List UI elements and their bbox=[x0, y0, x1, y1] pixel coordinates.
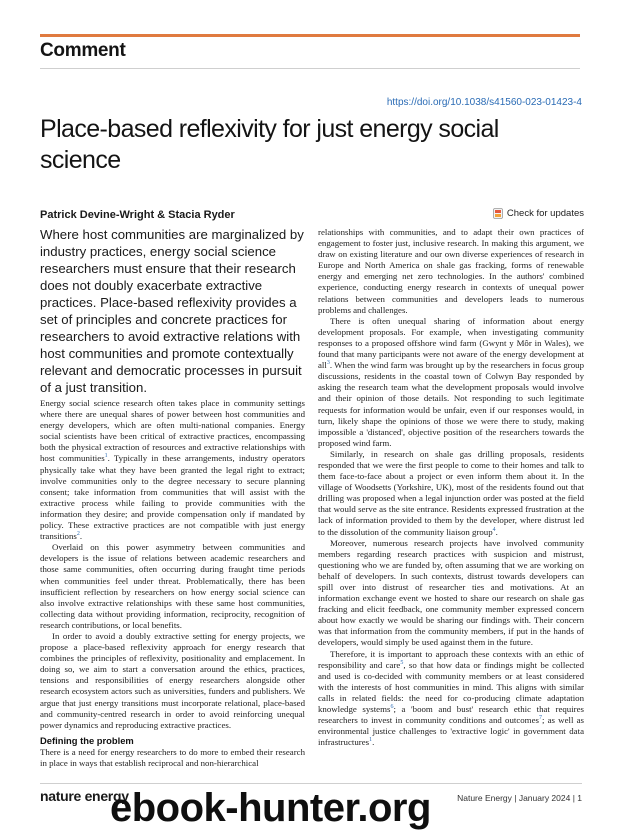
paragraph: In order to avoid a doubly extractive setting for energy projects, we propose a place-based reflexivity approach for energy research that combines the principles of reflexivity, positionality and emplacement. In doing so, we aim to start a conversation around the ethics, practices, tensions and responsibilities of energy researchers alongside other research ecosystem actors such as universities, funders and publishers. We argue that just energy transitions must incorporate relational, place-based and community-centred research in order to avoid reinforcing unequal power dynamics and reproducing extractive practices. bbox=[40, 630, 305, 730]
top-accent-rule bbox=[40, 34, 580, 37]
paragraph-text: . When the wind farm was brought up by the researchers in focus group discussions, residents in the coastal town of Colwyn Bay responded by asking the research team what the development proposals would involve and their opinion of those details. Not responding to such legitimate requests for information would be unfair, even if our responses would, in turn, likely shape the opinions of those we were there to study, making impossible a 'distanced', objective position of the researchers towards the proposed wind farm. bbox=[318, 360, 584, 448]
paragraph bbox=[318, 649, 584, 749]
left-column bbox=[40, 226, 308, 396]
paragraph-text: . Typically in these arrangements, industry operators physically take what they have been granted the legal right to extract; involve communities only to the degree necessary to secure planning consent; take information from communities that will assist with the extractive process while failing to provide communities with the information they desire; and provide compensation only if mandated by policy. These extractive practices are not compatible with just energy transitions bbox=[40, 453, 305, 542]
paragraph: relationships with communities, and to adapt their own practices of engagement to foster just, inclusive research. In making this argument, we draw on existing literature and our own diverse experiences of research in Europe and North America on shale gas fracking, forms of renewable energy and emerging net zero technologies. In the authors' combined experience, conducting energy research in contexts of unequal power relations between communities and developers leads to numerous problems and challenges. bbox=[318, 227, 584, 315]
paragraph: Moreover, numerous research projects have involved community members regarding research practices with suspicion and mistrust, questioning who we are funded by, often assuming that we are working on behalf of developers. In such contexts, distrust towards developers can spill over into distrust of researcher ties and motivations. At an information exchange event we hosted to share our research on shale gas fracking and elicit feedback, one community member expressed concern about how exactly we would be sharing our findings with. Their concern was that information from the community members, if put in the hands of developers, would simply be used against them in the future. bbox=[318, 537, 584, 648]
paragraph-text: , so that how data or findings might be collected and used is co-decided with community members or at least considered with the interests of host communities in mind. This aligns with similar calls in related fields: the need for co-producing climate adaptation knowledge systems bbox=[318, 659, 585, 715]
paragraph-text: Therefore, it is important to approach these contexts with an ethic of responsibility and care bbox=[318, 648, 584, 670]
section-heading: Defining the problem bbox=[40, 734, 134, 746]
reference-link[interactable]: 1 bbox=[369, 737, 373, 744]
reference-link[interactable]: 5 bbox=[400, 659, 404, 666]
paragraph bbox=[318, 316, 584, 449]
abstract: Where host communities are marginalized by industry practices, energy social science researchers must ensure that their research does not doubly exacerbate extractive practices. Place-based reflexivity provides a set of principles and concrete practices for researchers to avoid extractive relations with host communities and promote contextually relevant and democratic processes in pursuit of a just transition. bbox=[40, 227, 304, 395]
paragraph: Overlaid on this power asymmetry between communities and developers is the issue of relations between academic researchers and those same communities, often occurring during fraught time periods when communities feel under threat. Problematically, there has been insufficient reflection by researchers on how energy social science can also involve extractive relationships with these same host communities, collecting data without providing information, reciprocity, recognition of research contributions, or local benefits. bbox=[40, 542, 305, 630]
paragraph-text: . bbox=[372, 737, 375, 748]
reference-link[interactable]: 4 bbox=[492, 526, 496, 533]
article-title: Place-based reflexivity for just energy social science bbox=[40, 115, 499, 174]
paragraph-text: Energy social science research often takes place in community settings where there are unequal shares of power between host communities and energy developers, which are often multi-national companies. Energy social scientists have been critical of extractive practices, encompassing both the physical extraction of resources and extractive relationships with host communities bbox=[40, 398, 305, 464]
reference-link[interactable]: 2 bbox=[76, 531, 80, 538]
reference-link[interactable]: 1 bbox=[104, 453, 108, 460]
paragraph: There is a need for energy researchers to do more to embed their research in place in ways that establish reciprocal and non-hierarchical bbox=[40, 746, 305, 768]
header-divider bbox=[40, 68, 580, 69]
footer-meta: Nature Energy | January 2024 | 1 bbox=[457, 793, 582, 803]
check-updates-icon bbox=[493, 208, 503, 219]
left-body-text bbox=[40, 398, 305, 769]
right-body-text bbox=[318, 227, 584, 748]
watermark: ebook-hunter.org bbox=[110, 786, 431, 830]
reference-link[interactable]: 3 bbox=[326, 360, 330, 367]
paragraph-text: . bbox=[79, 531, 83, 542]
paragraph-text: Similarly, in research on shale gas drilling proposals, residents responded that we were the first people to come to their homes and talk to them face-to-face about a project or even inform them about it. In the village of Woodsetts (Yorkshire, UK), most of the residents found out that drilling was proposed when a legal injunction order was posted at the field that would serve as the site entrance. Residents expressed frustration at the lack of information provided to them by the developer, where distrust led to the dissolution of the community liaison group bbox=[318, 448, 584, 537]
check-updates-label: Check for updates bbox=[506, 208, 584, 219]
paragraph-text: ; as well as environmental justice challenges to 'extractive logic' in government data infrastructures bbox=[318, 715, 584, 748]
reference-link[interactable]: 6 bbox=[390, 704, 394, 711]
paragraph-text: . bbox=[495, 526, 498, 537]
footer-divider bbox=[40, 783, 582, 784]
paragraph bbox=[40, 398, 305, 542]
journal-logo: nature energy bbox=[40, 788, 129, 804]
paragraph-text: There is often unequal sharing of information about energy development proposals. For example, when investigating community responses to a proposed offshore wind farm (Gwynt y Môr in Wales), we found that many participants were not aware of the energy development at all bbox=[318, 315, 584, 371]
paragraph bbox=[318, 449, 584, 538]
reference-link[interactable]: 7 bbox=[538, 715, 542, 722]
article-authors: Patrick Devine-Wright & Stacia Ryder bbox=[40, 209, 235, 221]
paragraph-text: ; a 'boom and bust' research ethic that requires researchers to invest in community conditions and outcomes bbox=[318, 704, 584, 726]
doi-link[interactable]: https://doi.org/10.1038/s41560-023-01423-4 bbox=[386, 97, 582, 108]
section-label: Comment bbox=[40, 40, 126, 61]
check-updates-button[interactable] bbox=[493, 208, 584, 219]
